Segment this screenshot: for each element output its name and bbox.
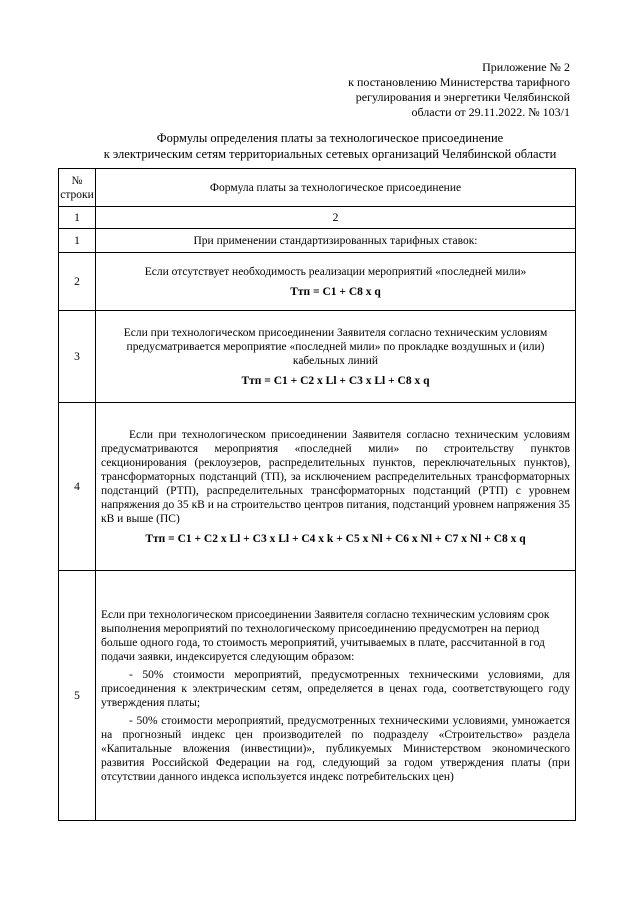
idx-formula: 2 bbox=[96, 207, 576, 229]
table-row bbox=[59, 253, 576, 311]
table-row bbox=[59, 403, 576, 571]
table-row bbox=[59, 571, 576, 821]
appendix-header bbox=[310, 60, 570, 120]
row-formula: Tтп = C1 + C2 x Ll + C3 x Ll + C4 x k + C5 x Nl + C6 x Nl + C7 x Nl + C8 x q bbox=[145, 532, 526, 545]
row-text: Если при технологическом присоединении Заявителя согласно техническим условиям предусматривается мероприятие «последней мили» по прокладке воздушных и (или) кабельных линий bbox=[123, 326, 548, 367]
table-row bbox=[59, 229, 576, 253]
row-num: 2 bbox=[59, 253, 96, 311]
document-title bbox=[60, 130, 600, 162]
row-num: 3 bbox=[59, 311, 96, 403]
col-formula-header: Формула платы за технологическое присоединение bbox=[96, 169, 576, 207]
title-line: к электрическим сетям территориальных сетевых организаций Челябинской области bbox=[103, 147, 557, 161]
row-text: При применении стандартизированных тарифных ставок: bbox=[96, 229, 576, 253]
table-header-row bbox=[59, 169, 576, 207]
col-num-header: № строки bbox=[59, 169, 96, 207]
row-formula: Tтп = C1 + C2 x Ll + C3 x Ll + C8 x q bbox=[241, 374, 430, 387]
row-paragraph: - 50% стоимости мероприятий, предусмотренных техническими условиями, для присоединения к электрическим сетям, определяется в ценах года, соответствующего году утверждения платы; bbox=[101, 668, 570, 709]
table-index-row bbox=[59, 207, 576, 229]
header-line: области от 29.11.2022. № 103/1 bbox=[411, 105, 570, 119]
row-num: 5 bbox=[59, 571, 96, 821]
idx-num: 1 bbox=[59, 207, 96, 229]
row-text: Если при технологическом присоединении Заявителя согласно техническим условиям срок выполнения мероприятий по технологическому присоединению предусмотрен на период больше одного года, то стоимость мероприятий, учитываемых в плате, рассчитанной в год подачи заявки, индексируется следующим образом: bbox=[101, 608, 550, 663]
row-formula: Tтп = C1 + C8 x q bbox=[290, 285, 381, 298]
row-num: 4 bbox=[59, 403, 96, 571]
table-row bbox=[59, 311, 576, 403]
header-line: к постановлению Министерства тарифного bbox=[348, 75, 570, 89]
header-line: Приложение № 2 bbox=[482, 60, 570, 74]
row-text: Если отсутствует необходимость реализации мероприятий «последней мили» bbox=[144, 265, 527, 278]
row-num: 1 bbox=[59, 229, 96, 253]
header-line: регулирования и энергетики Челябинской bbox=[355, 90, 570, 104]
title-line: Формулы определения платы за технологическое присоединение bbox=[156, 131, 504, 145]
row-paragraph: - 50% стоимости мероприятий, предусмотренных техническими условиями, умножается на прогнозный индекс цен производителей по подразделу «Строительство» раздела «Капитальные вложения (инвестиции)», публикуемых Министерством экономического развития Российской Федерации на год, следующий за годом утверждения платы (при отсутствии данного индекса используется индекс потребительских цен) bbox=[101, 714, 570, 783]
row-text: Если при технологическом присоединении Заявителя согласно техническим условиям предусматриваются мероприятия «последней мили» по строительству пунктов секционирования (реклоузеров, распределительных пунктов, переключательных пунктов), трансформаторных подстанций (ТП), за исключением распределительных трансформаторных подстанций (РТП), распределительных трансформаторных подстанций (РТП) с уровнем напряжения до 35 кВ и на строительство центров питания, подстанций уровнем напряжения 35 кВ и выше (ПС) bbox=[101, 428, 570, 525]
formula-table bbox=[58, 168, 576, 821]
